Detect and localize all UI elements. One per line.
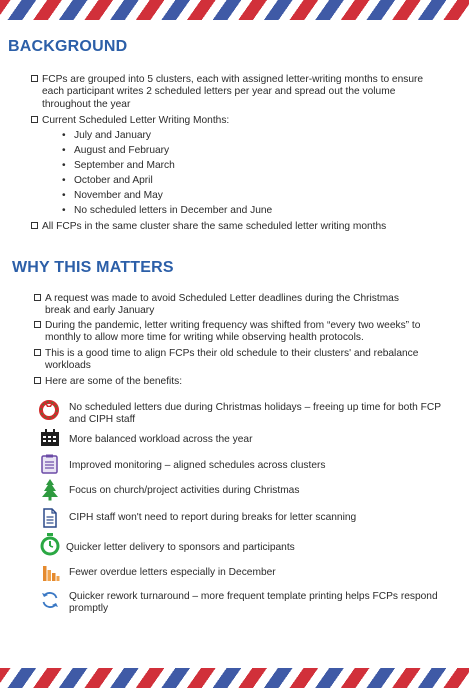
background-item-1: FCPs are grouped into 5 clusters, each with assigned letter-writing months to ensure each participant writes 2 scheduled letters per year and spread out the volume throughout the year [31,74,431,111]
background-heading: BACKGROUND [8,38,128,55]
benefit-item: Quicker rework turnaround – more frequent template printing helps FCPs respond promptly [69,591,438,615]
why-item-3: This is a good time to align FCPs their old schedule to their clusters' and rebalance workloads [34,348,432,373]
benefit-item: CIPH staff won't need to report during breaks for letter scanning [69,512,357,523]
airmail-border-bottom [0,668,469,688]
benefit-item: Quicker letter delivery to sponsors and participants [66,542,295,553]
why-item-1: A request was made to avoid Scheduled Letter deadlines during the Christmas break and early January [34,293,418,318]
checkbox-icon [31,222,38,229]
month-list-item: • September and March [62,160,175,171]
checkbox-icon [31,75,38,82]
stopwatch-icon [39,533,61,557]
month-list-item: • July and January [62,130,152,141]
why-this-matters-heading: WHY THIS MATTERS [12,259,174,276]
clipboard-icon [41,454,58,474]
month-list-item: • No scheduled letters in December and June [62,205,273,216]
background-item-3: All FCPs in the same cluster share the same scheduled letter writing months [31,221,441,233]
checkbox-icon [34,294,41,301]
airmail-border-top [0,0,469,20]
benefit-item: Fewer overdue letters especially in December [69,567,276,578]
calendar-icon [40,429,60,447]
checkbox-icon [34,377,41,384]
month-list-item: • August and February [62,145,170,156]
why-item-4: Here are some of the benefits: [34,376,432,388]
checkbox-icon [31,116,38,123]
document-icon [42,508,58,528]
benefit-item: Improved monitoring – aligned schedules across clusters [69,460,326,471]
wreath-icon [38,399,60,421]
why-item-2: During the pandemic, letter writing frequency was shifted from “every two weeks” to monthly to allow more time for writing while observing health protocols. [34,320,432,345]
benefit-item: More balanced workload across the year [69,434,253,445]
checkbox-icon [34,349,41,356]
bar-chart-icon [42,564,60,582]
month-list-item: • November and May [62,190,163,201]
christmas-tree-icon [41,479,59,501]
checkbox-icon [34,321,41,328]
background-item-2: Current Scheduled Letter Writing Months: [31,115,431,127]
benefit-item: No scheduled letters due during Christmas holidays – freeing up time for both FCP and CIPH staff [69,402,441,426]
benefit-item: Focus on church/project activities during Christmas [69,485,300,496]
refresh-icon [40,590,60,610]
month-list-item: • October and April [62,175,153,186]
